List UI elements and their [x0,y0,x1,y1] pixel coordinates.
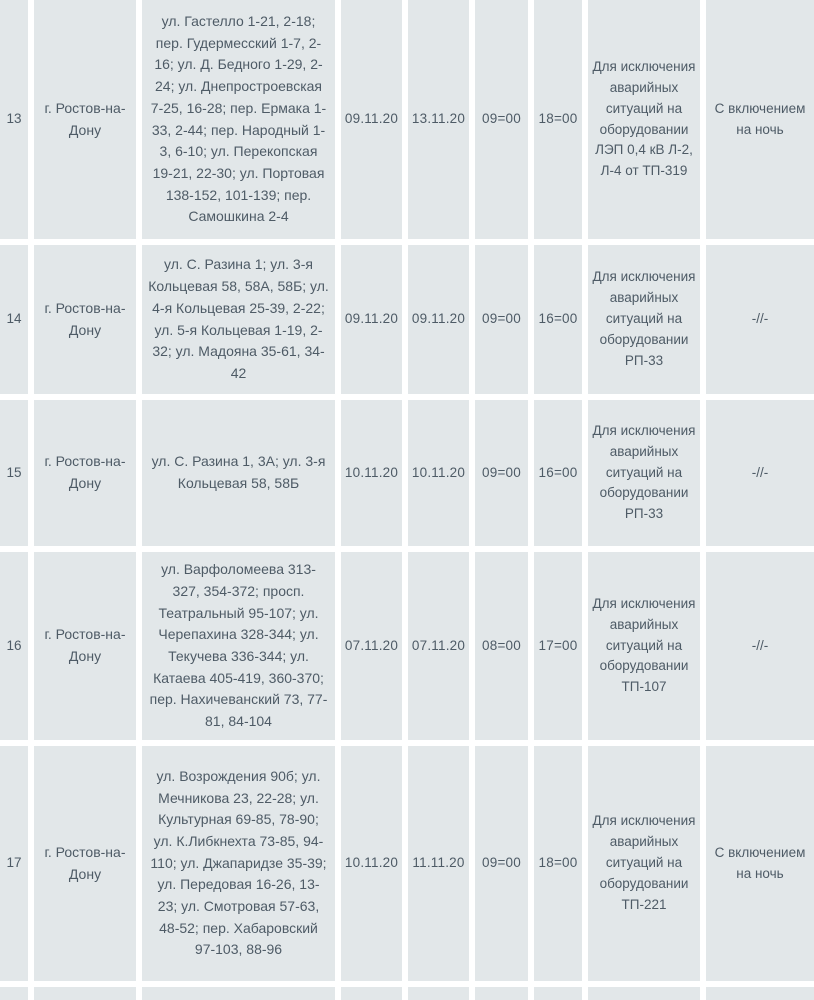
note-cell: -//- [706,245,814,394]
reason-cell: Для исключения аварийных ситуаций на оборудовании ТП-221 [588,746,700,981]
reason-cell: Для исключения аварийных ситуаций на оборудовании ТП-107 [588,552,700,740]
empty-cell [0,987,28,1000]
end-date-cell: 10.11.20 [408,400,469,546]
start-date-cell: 10.11.20 [341,400,402,546]
row-number-cell: 13 [0,0,28,239]
end-time-cell: 18=00 [534,0,582,239]
addresses-cell: ул. С. Разина 1, 3А; ул. 3-я Кольцевая 58, 58Б [142,400,335,546]
city-cell: г. Ростов-на-Дону [34,400,136,546]
note-cell: С включением на ночь [706,746,814,981]
city-cell: г. Ростов-на-Дону [34,0,136,239]
end-time-cell: 17=00 [534,552,582,740]
note-cell: -//- [706,400,814,546]
addresses-cell: ул. Возрождения 90б; ул. Мечникова 23, 22-28; ул. Культурная 69-85, 78-90; ул. К.Либкнехта 73-85, 94-110; ул. Джапаридзе 35-39; ул. Передовая 16-26, 13-23; ул. Смотровая 57-63, 48-52; пер. Хабаровский 97-103, 88-96 [142,746,335,981]
reason-cell: Для исключения аварийных ситуаций на оборудовании ЛЭП 0,4 кВ Л-2, Л-4 от ТП-319 [588,0,700,239]
start-time-cell: 09=00 [475,0,528,239]
city-cell: г. Ростов-на-Дону [34,245,136,394]
reason-cell: Для исключения аварийных ситуаций на оборудовании РП-33 [588,400,700,546]
start-time-cell: 08=00 [475,552,528,740]
end-date-cell: 09.11.20 [408,245,469,394]
empty-cell [341,987,402,1000]
row-number-cell: 17 [0,746,28,981]
addresses-cell: ул. Варфоломеева 313-327, 354-372; просп. Театральный 95-107; ул. Черепахина 328-344; ул. Текучева 336-344; ул. Катаева 405-419, 360-370; пер. Нахичеванский 73, 77-81, 84-104 [142,552,335,740]
row-number-cell: 16 [0,552,28,740]
empty-cell [534,987,582,1000]
end-time-cell: 18=00 [534,746,582,981]
start-time-cell: 09=00 [475,245,528,394]
start-date-cell: 09.11.20 [341,0,402,239]
addresses-cell: ул. Гастелло 1-21, 2-18; пер. Гудермесский 1-7, 2-16; ул. Д. Бедного 1-29, 2-24; ул. Днепростроевская 7-25, 16-28; пер. Ермака 1-33, 2-44; пер. Народный 1-3, 6-10; ул. Перекопская 19-21, 22-30; ул. Портовая 138-152, 101-139; пер. Самошкина 2-4 [142,0,335,239]
start-date-cell: 10.11.20 [341,746,402,981]
end-time-cell: 16=00 [534,245,582,394]
empty-cell [34,987,136,1000]
end-date-cell: 11.11.20 [408,746,469,981]
start-time-cell: 09=00 [475,746,528,981]
start-date-cell: 09.11.20 [341,245,402,394]
empty-cell [475,987,528,1000]
empty-cell [706,987,814,1000]
note-cell: С включением на ночь [706,0,814,239]
addresses-cell: ул. С. Разина 1; ул. 3-я Кольцевая 58, 58А, 58Б; ул. 4-я Кольцевая 25-39, 2-22; ул. 5-я Кольцевая 1-19, 2-32; ул. Мадояна 35-61, 34-42 [142,245,335,394]
note-cell: -//- [706,552,814,740]
end-date-cell: 13.11.20 [408,0,469,239]
start-time-cell: 09=00 [475,400,528,546]
city-cell: г. Ростов-на-Дону [34,552,136,740]
empty-cell [142,987,335,1000]
city-cell: г. Ростов-на-Дону [34,746,136,981]
start-date-cell: 07.11.20 [341,552,402,740]
row-number-cell: 15 [0,400,28,546]
empty-cell [408,987,469,1000]
end-date-cell: 07.11.20 [408,552,469,740]
row-number-cell: 14 [0,245,28,394]
reason-cell: Для исключения аварийных ситуаций на оборудовании РП-33 [588,245,700,394]
empty-cell [588,987,700,1000]
end-time-cell: 16=00 [534,400,582,546]
